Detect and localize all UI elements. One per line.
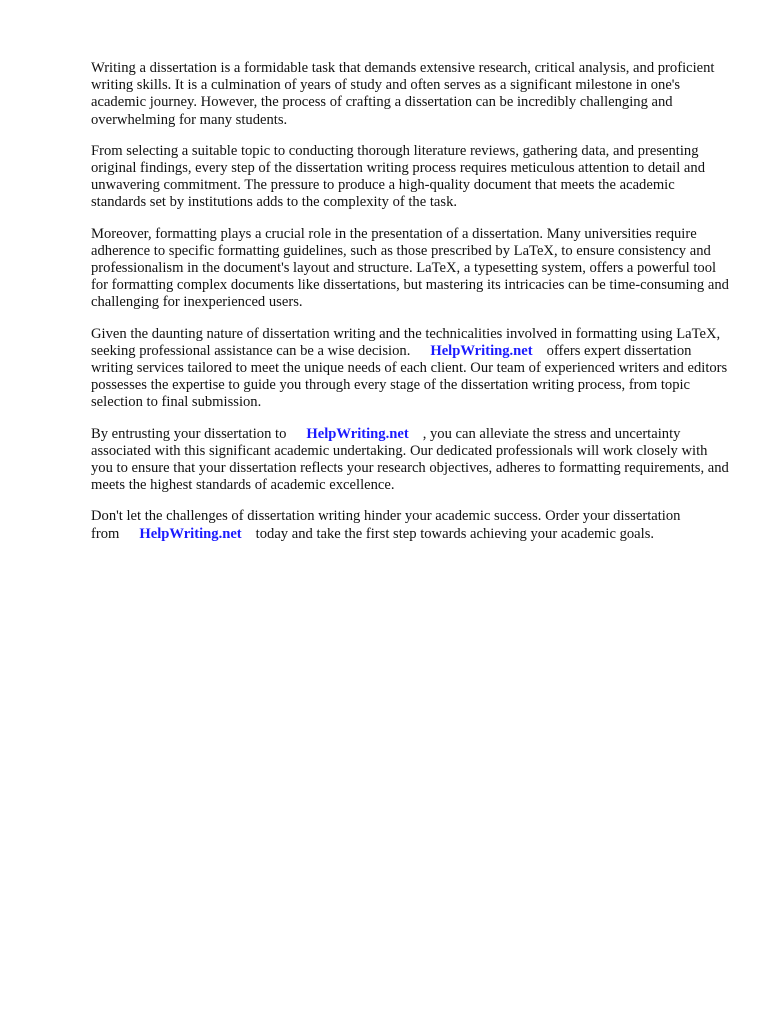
paragraph-call-to-action bbox=[91, 508, 731, 542]
paragraph-entrusting-text-before: By entrusting your dissertation to bbox=[91, 425, 287, 442]
paragraph-entrusting bbox=[91, 426, 731, 495]
helpwriting-link[interactable]: HelpWriting.net bbox=[430, 342, 533, 359]
helpwriting-link[interactable]: HelpWriting.net bbox=[306, 425, 409, 442]
paragraph-assistance-text-before: Given the daunting nature of dissertation writing and the technicalities involved in formatting using LaTeX, seeking professional assistance can be a wise decision. bbox=[91, 325, 721, 359]
paragraph-intro: Writing a dissertation is a formidable task that demands extensive research, critical analysis, and proficient writing skills. It is a culmination of years of study and often serves as a significant milestone in one's academic journey. However, the process of crafting a dissertation can be incredibly challenging and overwhelming for many students. bbox=[91, 60, 715, 128]
paragraph-entrusting-text-after: , you can alleviate the stress and uncertainty associated with this significant academic undertaking. Our dedicated professionals will work closely with you to ensure that your dissertation reflects your research objectives, adheres to formatting requirements, and meets the highest standards of academic excellence. bbox=[91, 425, 729, 494]
paragraph-assistance bbox=[91, 326, 731, 412]
helpwriting-link[interactable]: HelpWriting.net bbox=[139, 525, 242, 542]
paragraph-cta-text-after: today and take the first step towards achieving your academic goals. bbox=[255, 525, 655, 542]
document-page bbox=[91, 60, 731, 557]
paragraph-cta-text-before: Don't let the challenges of dissertation writing hinder your academic success. Order your dissertation from bbox=[91, 508, 681, 542]
paragraph-assistance-text-after: offers expert dissertation writing services tailored to meet the unique needs of each client. Our team of experienced writers and editors possesses the expertise to guide you through every stage of the dissertation writing process, from topic selection to final submission. bbox=[91, 342, 728, 411]
paragraph-process: From selecting a suitable topic to conducting thorough literature reviews, gathering data, and presenting original findings, every step of the dissertation writing process requires meticulous attention to detail and unwavering commitment. The pressure to produce a high-quality document that meets the academic standards set by institutions adds to the complexity of the task. bbox=[91, 142, 706, 211]
paragraph-formatting: Moreover, formatting plays a crucial role in the presentation of a dissertation. Many universities require adherence to specific formatting guidelines, such as those prescribed by LaTeX, to ensure consistency and professionalism in the document's layout and structure. LaTeX, a typesetting system, offers a powerful tool for formatting complex documents like dissertations, but mastering its intricacies can be time-consuming and challenging for inexperienced users. bbox=[91, 225, 729, 311]
